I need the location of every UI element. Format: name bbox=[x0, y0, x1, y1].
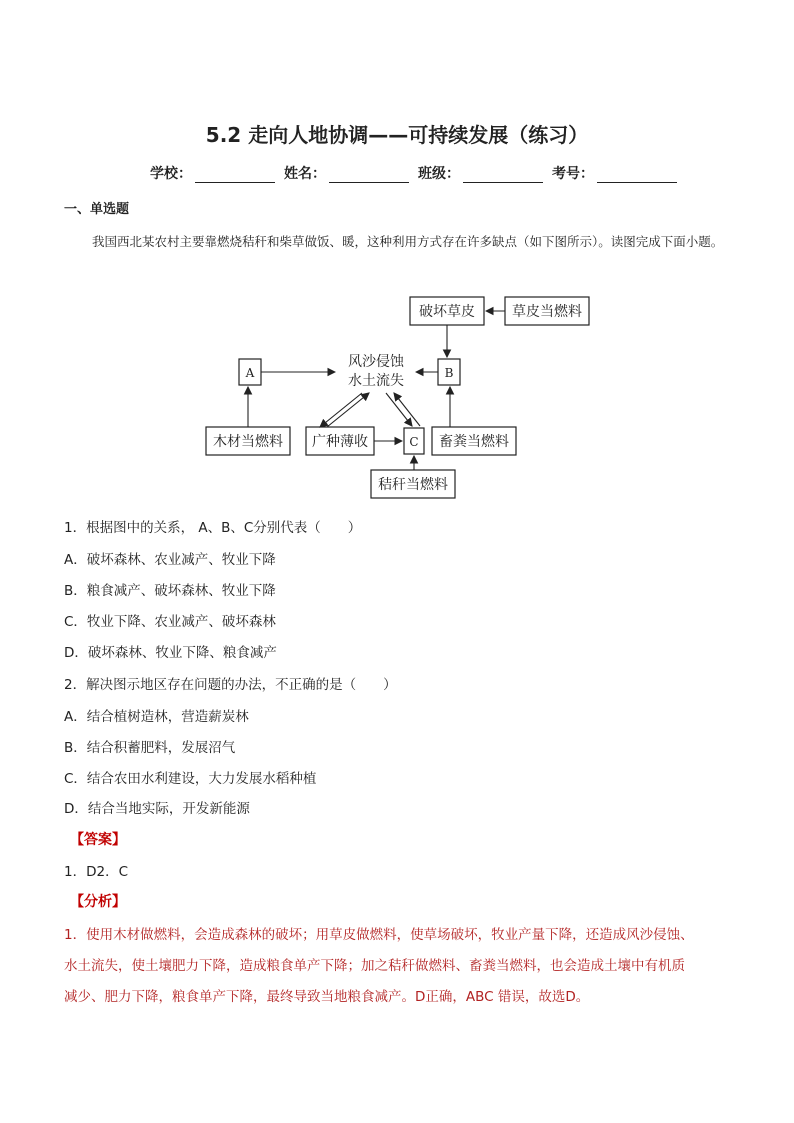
label-caopi: 草皮当燃料 bbox=[512, 304, 582, 320]
name-label: 姓名： bbox=[284, 166, 326, 182]
number-label: 考号： bbox=[552, 166, 594, 182]
q1-option-b: B．粮食减产、破坏森林、牧业下降 bbox=[64, 583, 276, 599]
q2-option-b: B．结合积蓄肥料，发展沼气 bbox=[64, 740, 236, 756]
label-guangzhong: 广种薄收 bbox=[312, 434, 368, 450]
label-mucai: 木材当燃料 bbox=[213, 434, 283, 450]
section-heading: 一、单选题 bbox=[64, 202, 130, 217]
arrow-center-to-guangzhong bbox=[320, 393, 362, 427]
label-center-1: 风沙侵蚀 bbox=[348, 354, 404, 370]
answer-label: 【答案】 bbox=[70, 832, 126, 848]
arrow-center-to-c bbox=[386, 393, 412, 426]
answer-text: 1．D2．C bbox=[64, 864, 128, 880]
label-a: A bbox=[245, 366, 255, 380]
q2-option-d: D．结合当地实际，开发新能源 bbox=[64, 801, 250, 817]
analysis-line-2: 水土流失，使土壤肥力下降，造成粮食单产下降；加之秸秆做燃料、畜粪当燃料，也会造成土壤中有机质 bbox=[64, 958, 685, 974]
analysis-line-1: 1．使用木材做燃料，会造成森林的破坏；用草皮做燃料，使草场破坏，牧业产量下降，还造成风沙侵蚀、 bbox=[64, 927, 694, 943]
label-c: C bbox=[409, 435, 419, 449]
q1-option-c: C．牧业下降、农业减产、破坏森林 bbox=[64, 614, 276, 630]
label-b: B bbox=[444, 366, 454, 380]
school-label: 学校： bbox=[150, 166, 192, 182]
label-center-2: 水土流失 bbox=[348, 373, 404, 389]
analysis-label: 【分析】 bbox=[70, 894, 126, 910]
arrow-c-to-center bbox=[394, 393, 420, 426]
q1-option-a: A．破坏森林、农业减产、牧业下降 bbox=[64, 552, 276, 568]
label-pohuai: 破坏草皮 bbox=[419, 304, 475, 320]
label-jiegan: 秸秆当燃料 bbox=[378, 477, 448, 493]
question-intro: 我国西北某农村主要靠燃烧秸秆和柴草做饭、暖，这种利用方式存在许多缺点（如下图所示）。读图完成下面小题。 bbox=[92, 234, 724, 249]
page-title: 5.2 走向人地协调——可持续发展（练习） bbox=[205, 123, 589, 147]
q1-option-d: D．破坏森林、牧业下降、粮食减产 bbox=[64, 645, 277, 661]
q2-stem: 2．解决图示地区存在问题的办法，不正确的是（ ） bbox=[64, 677, 397, 693]
q1-stem: 1．根据图中的关系， A、B、C分别代表（ ） bbox=[64, 520, 362, 536]
analysis-line-3: 减少、肥力下降，粮食单产下降，最终导致当地粮食减产。D正确，ABC 错误，故选D。 bbox=[64, 989, 590, 1005]
arrow-guangzhong-to-center bbox=[327, 393, 369, 427]
q2-option-a: A．结合植树造林，营造薪炭林 bbox=[64, 709, 249, 725]
label-chufen: 畜粪当燃料 bbox=[439, 434, 509, 450]
q2-option-c: C．结合农田水利建设，大力发展水稻种植 bbox=[64, 771, 317, 787]
class-label: 班级： bbox=[418, 166, 460, 182]
